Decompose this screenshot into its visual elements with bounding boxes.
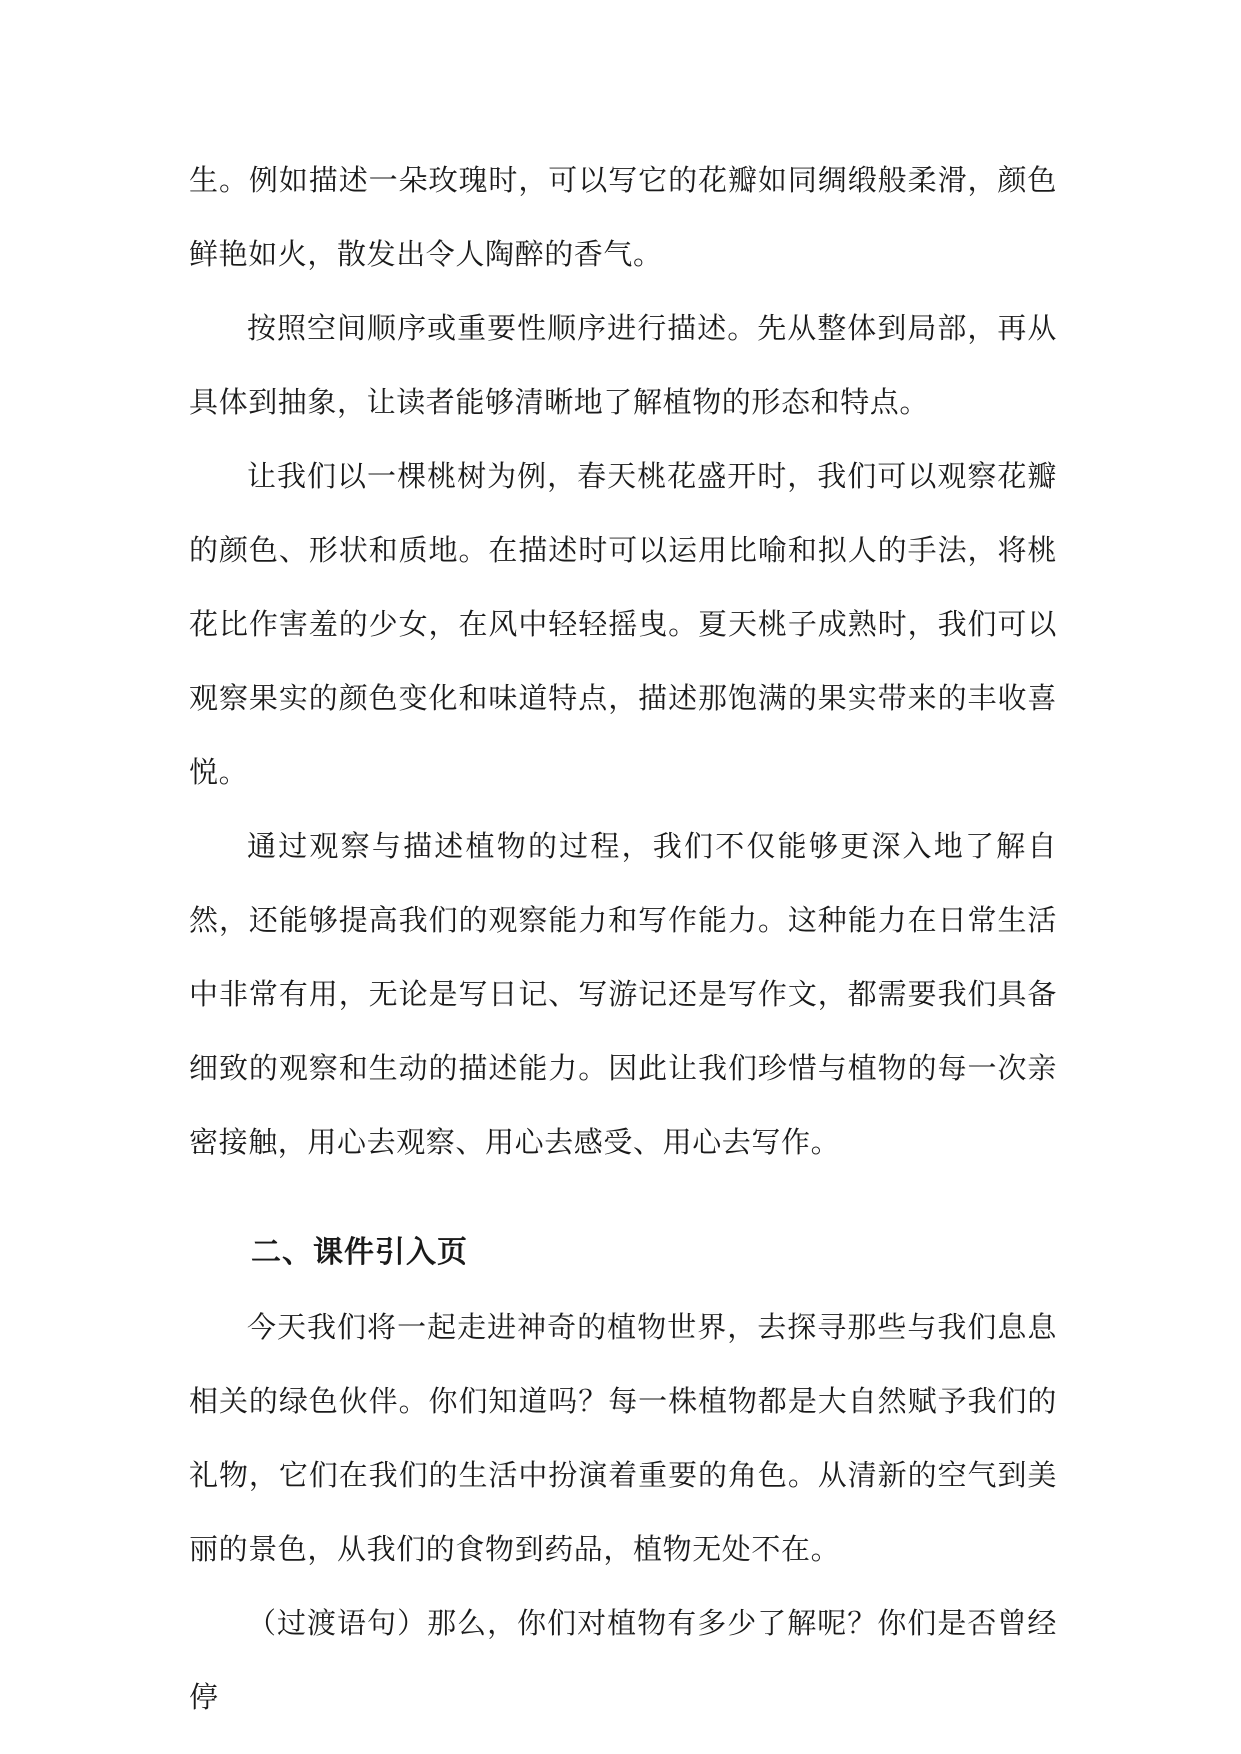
- paragraph-observation-benefits: 通过观察与描述植物的过程，我们不仅能够更深入地了解自然，还能够提高我们的观察能力和写作能力。这种能力在日常生活中非常有用，无论是写日记、写游记还是写作文，都需要我们具备细致的观察和生动的描述能力。因此让我们珍惜与植物的每一次亲密接触，用心去观察、用心去感受、用心去写作。: [189, 829, 1057, 1159]
- paragraph-plant-world-intro: 今天我们将一起走进神奇的植物世界，去探寻那些与我们息息相关的绿色伙伴。你们知道吗？每一株植物都是大自然赋予我们的礼物，它们在我们的生活中扮演着重要的角色。从清新的空气到美丽的景色，从我们的食物到药品，植物无处不在。: [189, 1310, 1057, 1566]
- paragraph-peach-tree-example: 让我们以一棵桃树为例，春天桃花盛开时，我们可以观察花瓣的颜色、形状和质地。在描述时可以运用比喻和拟人的手法，将桃花比作害羞的少女，在风中轻轻摇曳。夏天桃子成熟时，我们可以观察果实的颜色变化和味道特点，描述那饱满的果实带来的丰收喜悦。: [189, 459, 1057, 789]
- section-heading: 二、课件引入页: [251, 1235, 468, 1270]
- paragraph-transition: （过渡语句）那么，你们对植物有多少了解呢？你们是否曾经停: [189, 1606, 1057, 1714]
- paragraph-continuation-rose: 生。例如描述一朵玫瑰时，可以写它的花瓣如同绸缎般柔滑，颜色鲜艳如火，散发出令人陶醉的香气。: [189, 163, 1057, 271]
- document-body: [189, 143, 1057, 1734]
- paragraph-description-order: 按照空间顺序或重要性顺序进行描述。先从整体到局部，再从具体到抽象，让读者能够清晰地了解植物的形态和特点。: [189, 311, 1057, 419]
